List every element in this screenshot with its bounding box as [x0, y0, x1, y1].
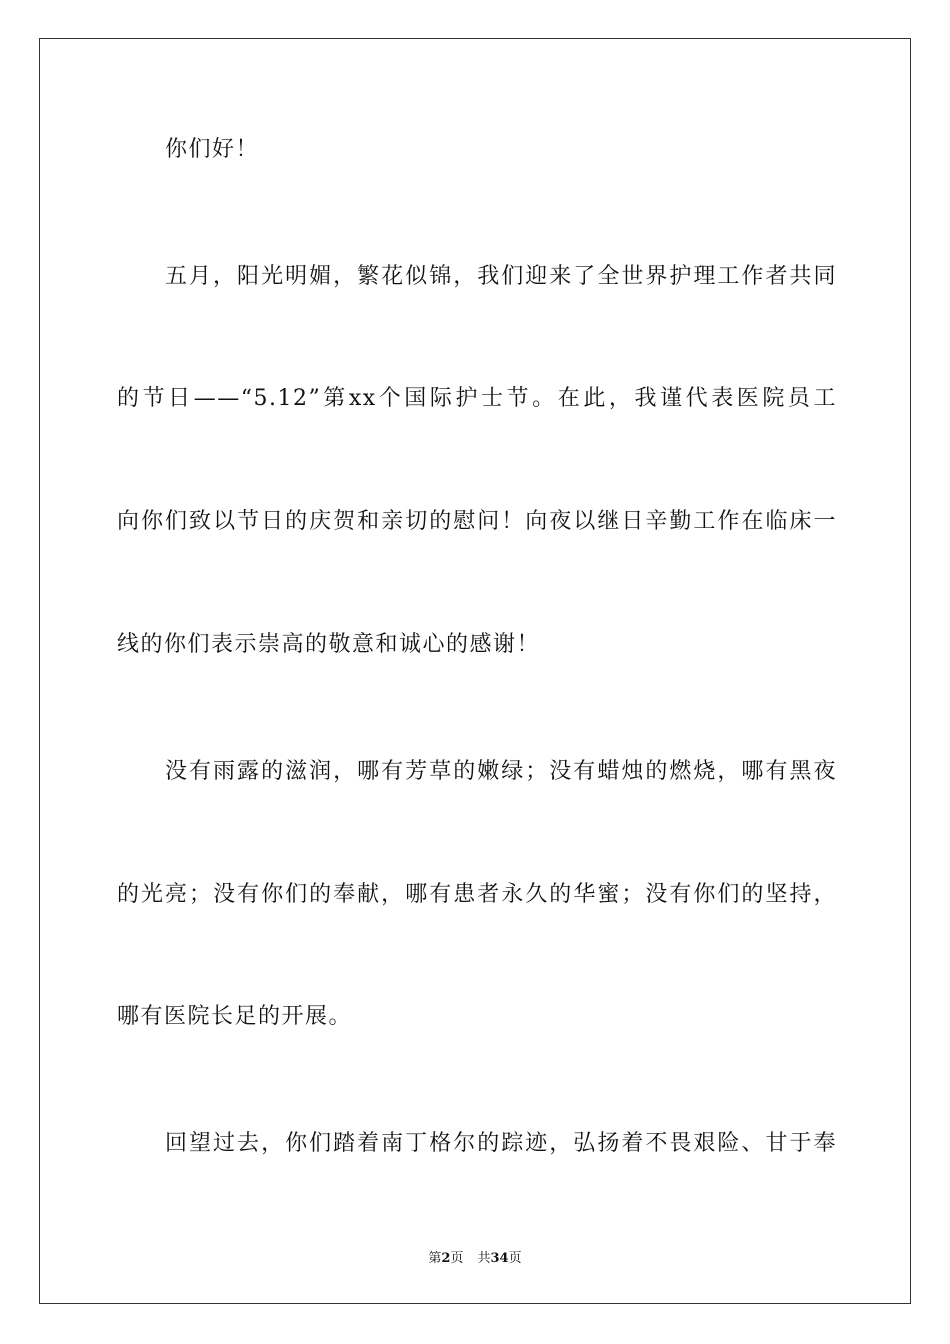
paragraph-3-line-1: 回望过去，你们踏着南丁格尔的踪迹，弘扬着不畏艰险、甘于奉 [165, 1131, 837, 1156]
paragraph-1-line-1: 五月，阳光明媚，繁花似锦，我们迎来了全世界护理工作者共同 [165, 264, 837, 289]
page-prefix: 第 [428, 1251, 442, 1266]
page-number: 2 [441, 1251, 451, 1266]
total-prefix: 共 [477, 1251, 491, 1266]
paragraph-1-line-4: 线的你们表示崇高的敬意和诚心的感谢！ [117, 632, 541, 657]
paragraph-2-line-2: 的光亮；没有你们的奉献，哪有患者永久的华蜜；没有你们的坚持， [117, 882, 837, 907]
page-footer [0, 1247, 950, 1266]
paragraph-1-line-2: 的节日——“5.12”第xx个国际护士节。在此，我谨代表医院员工 [117, 386, 837, 411]
page-suffix: 页 [450, 1251, 464, 1266]
total-pages: 34 [490, 1251, 509, 1266]
total-suffix: 页 [508, 1251, 522, 1266]
paragraph-2-line-1: 没有雨露的滋润，哪有芳草的嫩绿；没有蜡烛的燃烧，哪有黑夜 [165, 759, 837, 784]
page-frame [39, 38, 911, 1304]
paragraph-1-line-3: 向你们致以节日的庆贺和亲切的慰问！向夜以继日辛勤工作在临床一 [117, 509, 837, 534]
greeting-line: 你们好！ [165, 137, 260, 162]
paragraph-2-line-3: 哪有医院长足的开展。 [117, 1004, 353, 1029]
